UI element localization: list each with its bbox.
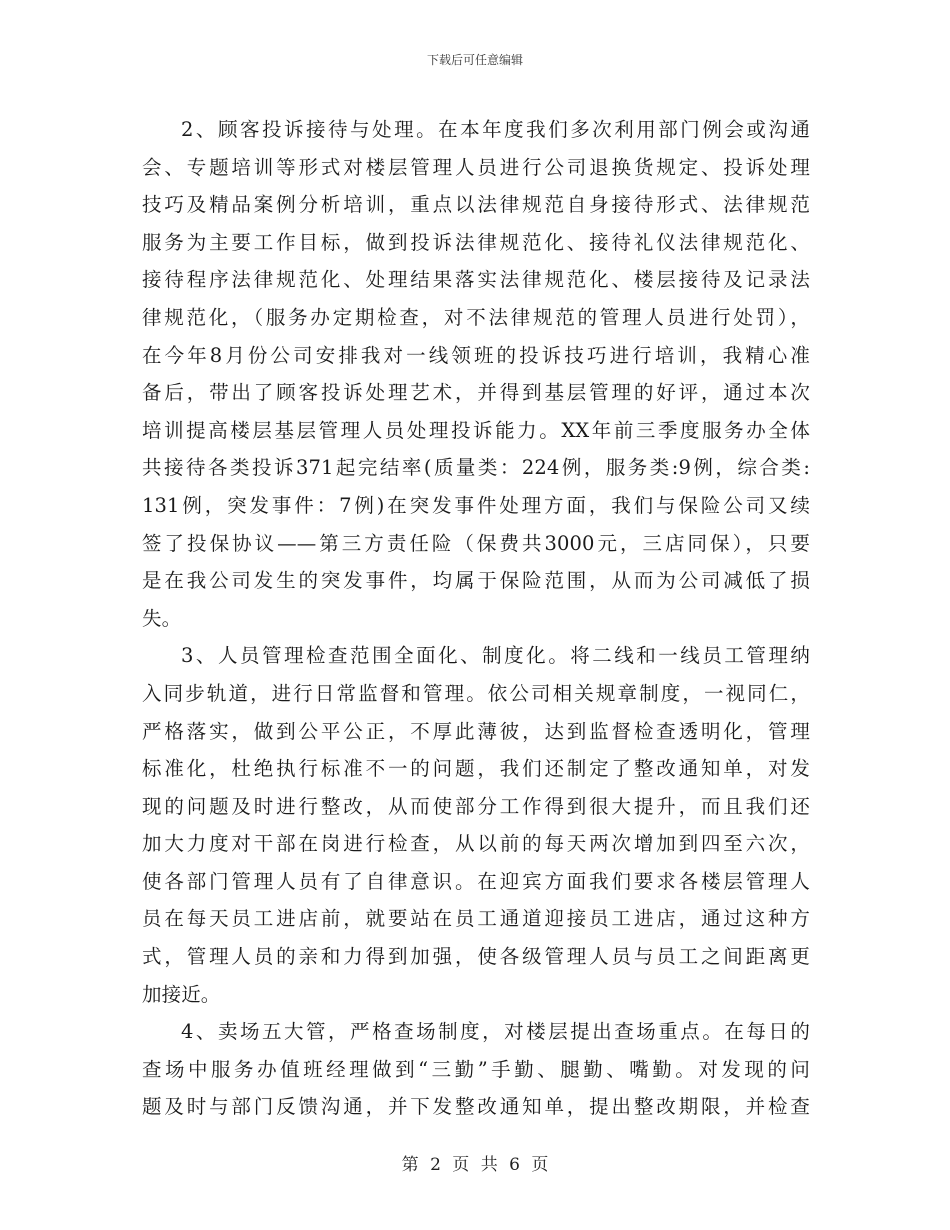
page-header: 下载后可任意编辑: [426, 53, 523, 67]
paragraph-3-line: 入同步轨道，进行日常监督和管理。依公司相关规章制度，一视同仁，: [142, 681, 810, 705]
page-number-footer: 第 2 页 共 6 页: [401, 1155, 549, 1175]
paragraph-3-line: 现的问题及时进行整改，从而使部分工作得到很大提升，而且我们还: [142, 794, 810, 818]
paragraph-2-line: 接待程序法律规范化、处理结果落实法律规范化、楼层接待及记录法: [142, 268, 810, 292]
document-body: [142, 111, 810, 1126]
paragraph-2-line: 律规范化，（服务办定期检查，对不法律规范的管理人员进行处罚），: [142, 305, 810, 329]
paragraph-3-line: 标准化，杜绝执行标准不一的问题，我们还制定了整改通知单，对发: [142, 757, 810, 781]
paragraph-2-line: 共接待各类投诉371起完结率(质量类：224例，服务类:9例，综合类:: [142, 456, 810, 480]
paragraph-3-line: 严格落实，做到公平公正，不厚此薄彼，达到监督检查透明化，管理: [142, 719, 810, 743]
paragraph-2-line: 在今年8月份公司安排我对一线领班的投诉技巧进行培训，我精心准: [142, 343, 810, 367]
paragraph-2-line: 失。: [142, 606, 182, 630]
paragraph-3-line: 加接近。: [142, 982, 221, 1006]
paragraph-2-line: 是在我公司发生的突发事件，均属于保险范围，从而为公司减低了损: [142, 569, 810, 593]
paragraph-2-line: 131例，突发事件：7例)在突发事件处理方面，我们与保险公司又续: [142, 493, 810, 517]
paragraph-4-line: 题及时与部门反馈沟通，并下发整改通知单，提出整改期限，并检查: [142, 1095, 810, 1119]
paragraph-2-line: 服务为主要工作目标，做到投诉法律规范化、接待礼仪法律规范化、: [142, 230, 810, 254]
paragraph-4-line: 4、卖场五大管，严格查场制度，对楼层提出查场重点。在每日的: [181, 1020, 810, 1044]
paragraph-2-line: 2、顾客投诉接待与处理。在本年度我们多次利用部门例会或沟通: [181, 118, 810, 141]
paragraph-2-line: 技巧及精品案例分析培训，重点以法律规范自身接待形式、法律规范: [142, 193, 810, 217]
paragraph-3-line: 式，管理人员的亲和力得到加强，使各级管理人员与员工之间距离更: [142, 945, 810, 969]
paragraph-3-line: 加大力度对干部在岗进行检查，从以前的每天两次增加到四至六次，: [142, 832, 810, 856]
paragraph-2-line: 签了投保协议——第三方责任险（保费共3000元，三店同保），只要: [142, 531, 810, 555]
paragraph-2-line: 培训提高楼层基层管理人员处理投诉能力。XX年前三季度服务办全体: [142, 418, 810, 442]
paragraph-2-line: 备后，带出了顾客投诉处理艺术，并得到基层管理的好评，通过本次: [142, 381, 810, 405]
paragraph-2-line: 会、专题培训等形式对楼层管理人员进行公司退换货规定、投诉处理: [142, 155, 810, 179]
paragraph-3-line: 3、人员管理检查范围全面化、制度化。将二线和一线员工管理纳: [181, 644, 810, 668]
paragraph-3-line: 使各部门管理人员有了自律意识。在迎宾方面我们要求各楼层管理人: [142, 869, 810, 893]
paragraph-4-line: 查场中服务办值班经理做到“三勤”手勤、腿勤、嘴勤。对发现的问: [142, 1057, 810, 1081]
paragraph-3-line: 员在每天员工进店前，就要站在员工通道迎接员工进店，通过这种方: [142, 907, 810, 931]
